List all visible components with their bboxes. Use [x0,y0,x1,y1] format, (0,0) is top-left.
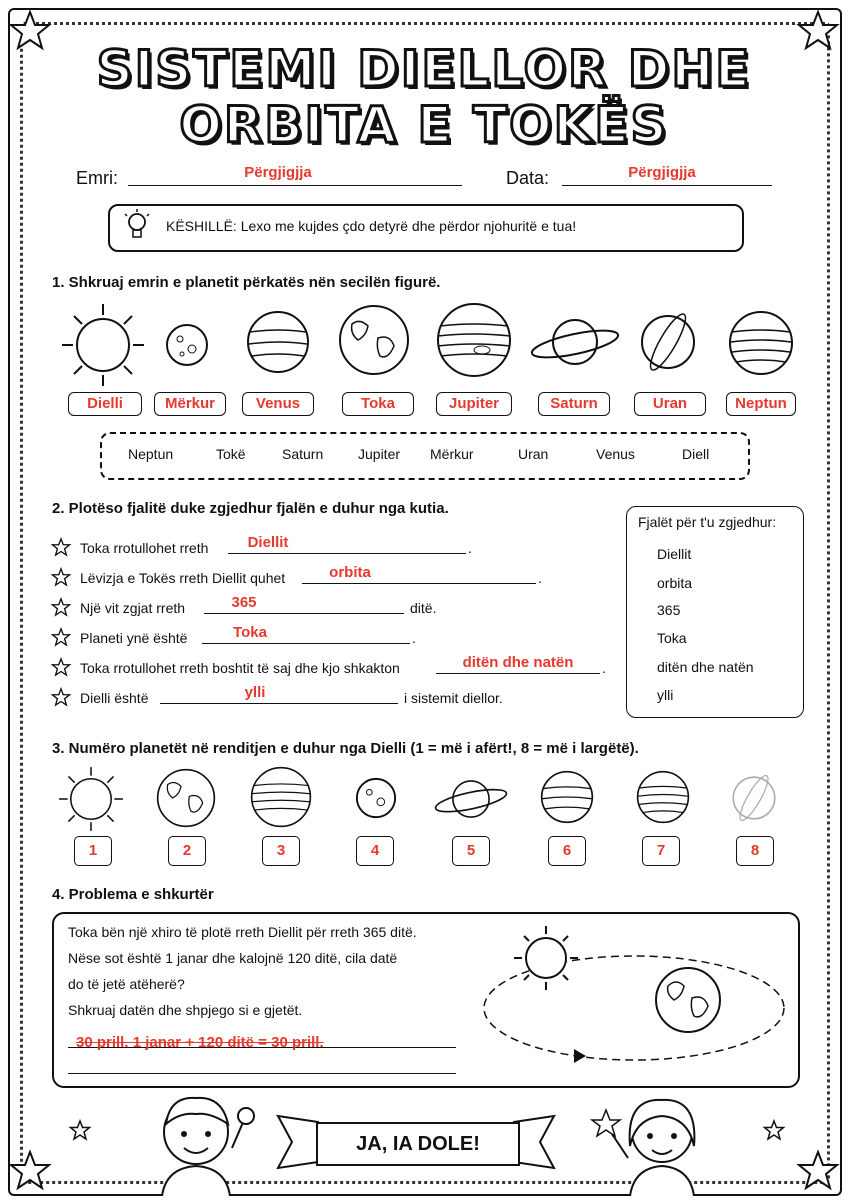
venus-icon [246,310,310,374]
choices-box [626,506,804,718]
date-answer: Përgjigjja [628,164,696,181]
date-line[interactable] [562,184,772,186]
sentence-3-answer: 365 [231,594,257,611]
lightbulb-icon [122,208,152,244]
sentence-5-before: Toka rrotullohet rreth boshtit të saj dhe kjo shkakton [80,660,400,676]
name-line[interactable] [128,184,462,186]
sentence-6-after: i sistemit diellor. [404,690,503,706]
q1-heading: 1. Shkruaj emrin e planetit përkatës nën secilën figurë. [52,274,441,291]
jupiter-icon [436,302,512,378]
page-title-line1: SISTEMI DIELLOR DHE [96,40,752,98]
sentence-2-blank[interactable] [302,582,536,584]
planet-label-jupiter[interactable]: Jupiter [436,392,512,416]
order-box-7[interactable]: 7 [642,836,680,866]
problem-line-3: do të jetë atëherë? [68,976,185,992]
mercury-icon [164,322,210,368]
planet-label-earth[interactable]: Toka [342,392,414,416]
order-box-6[interactable]: 6 [548,836,586,866]
sentence-5-answer: ditën dhe natën [462,654,574,671]
sun-icon [58,300,148,390]
word-bank-item: Jupiter [358,446,401,462]
word-bank-box [100,432,750,480]
choice-item: 365 [657,602,681,618]
sentence-4-answer: Toka [233,624,267,641]
planet-label-mercury[interactable]: Mërkur [154,392,226,416]
uranus-icon [730,772,778,824]
date-label: Data: [506,168,550,188]
problem-line-1: Toka bën një xhiro të plotë rreth Diellit për rreth 365 ditë. [68,924,417,940]
word-bank-item: Neptun [128,446,174,462]
planet-label-uranus[interactable]: Uran [634,392,706,416]
star-outline-icon [52,598,70,616]
planet-label-venus[interactable]: Venus [242,392,314,416]
orbit-diagram [474,918,784,1068]
problem-line-2: Nëse sot është 1 janar dhe kalojnë 120 ditë, cila datë [68,950,398,966]
order-box-1[interactable]: 1 [74,836,112,866]
mercury-icon [354,776,398,820]
uranus-icon [638,310,698,374]
jupiter-icon [250,766,312,828]
order-box-4[interactable]: 4 [356,836,394,866]
word-bank-item: Saturn [282,446,324,462]
neptune-icon [636,770,690,824]
sentence-5-after: . [602,660,606,676]
q2-heading: 2. Plotëso fjalitë duke zgjedhur fjalën e duhur nga kutia. [52,500,449,517]
order-box-2[interactable]: 2 [168,836,206,866]
earth-icon [156,768,216,828]
sentence-4-before: Planeti ynë është [80,630,188,646]
word-bank-item: Uran [518,446,549,462]
sentence-2-after: . [538,570,542,586]
q4-heading: 4. Problema e shkurtër [52,886,214,903]
order-box-5[interactable]: 5 [452,836,490,866]
star-icon [798,1150,838,1190]
planet-label-neptune[interactable]: Neptun [726,392,796,416]
earth-icon [656,968,720,1032]
sun-icon [56,764,126,834]
saturn-icon [434,774,508,824]
sentence-3-before: Një vit zgjat rreth [80,600,186,616]
sun-icon [514,926,578,990]
star-outline-icon [52,658,70,676]
sentence-6-blank[interactable] [160,702,398,704]
earth-icon [338,304,410,376]
problem-answer: 30 prill. 1 janar + 120 ditë = 30 prill. [76,1034,324,1051]
word-bank-item: Mërkur [430,446,474,462]
saturn-icon [530,312,620,372]
order-box-8[interactable]: 8 [736,836,774,866]
star-outline-icon [764,1120,784,1140]
sentence-1-blank[interactable] [228,552,466,554]
page-title-line2: ORBITA E TOKËS [179,96,669,154]
planet-label-sun[interactable]: Dielli [68,392,142,416]
sentence-2-answer: orbita [329,564,371,581]
star-outline-icon [52,688,70,706]
sentence-5-blank[interactable] [436,672,600,674]
word-bank-item: Venus [596,446,635,462]
neptune-icon [728,310,794,376]
sentence-2-before: Lëvizja e Tokës rreth Diellit quhet [80,570,286,586]
name-answer: Përgjigjja [244,164,312,181]
sentence-1-answer: Diellit [247,534,289,551]
choice-item: ylli [657,687,674,703]
star-outline-icon [70,1120,90,1140]
problem-line-4: Shkruaj datën dhe shpjego si e gjetët. [68,1002,303,1018]
planet-label-saturn[interactable]: Saturn [538,392,610,416]
choices-title: Fjalët për t'u zgjedhur: [638,514,777,530]
sentence-6-answer: ylli [244,684,266,701]
star-outline-icon [52,538,70,556]
sentence-1-before: Toka rrotullohet rreth [80,540,209,556]
sentence-1-after: . [468,540,472,556]
sentence-4-after: . [412,630,416,646]
sentence-3-after: ditë. [410,600,437,616]
q3-heading: 3. Numëro planetët në renditjen e duhur nga Dielli (1 = më i afërt!, 8 = më i largëtë). [52,740,639,757]
word-bank-item: Diell [682,446,710,462]
boy-illustration [140,1088,270,1196]
choice-item: Diellit [657,546,692,562]
order-box-3[interactable]: 3 [262,836,300,866]
answer-line-2[interactable] [68,1072,456,1074]
star-icon [10,1150,50,1190]
choice-item: orbita [657,575,693,591]
star-outline-icon [52,568,70,586]
name-label: Emri: [76,168,118,188]
sentence-3-blank[interactable] [204,612,404,614]
choice-item: ditën dhe natën [657,659,754,675]
choice-item: Toka [657,630,687,646]
sentence-4-blank[interactable] [202,642,410,644]
well-done-banner: JA, IA DOLE! [316,1122,520,1166]
tip-text: KËSHILLË: Lexo me kujdes çdo detyrë dhe përdor njohuritë e tua! [166,218,577,234]
venus-icon [540,770,594,824]
word-bank-item: Tokë [216,446,246,462]
star-outline-icon [52,628,70,646]
sentence-6-before: Dielli është [80,690,149,706]
girl-illustration [592,1088,722,1196]
